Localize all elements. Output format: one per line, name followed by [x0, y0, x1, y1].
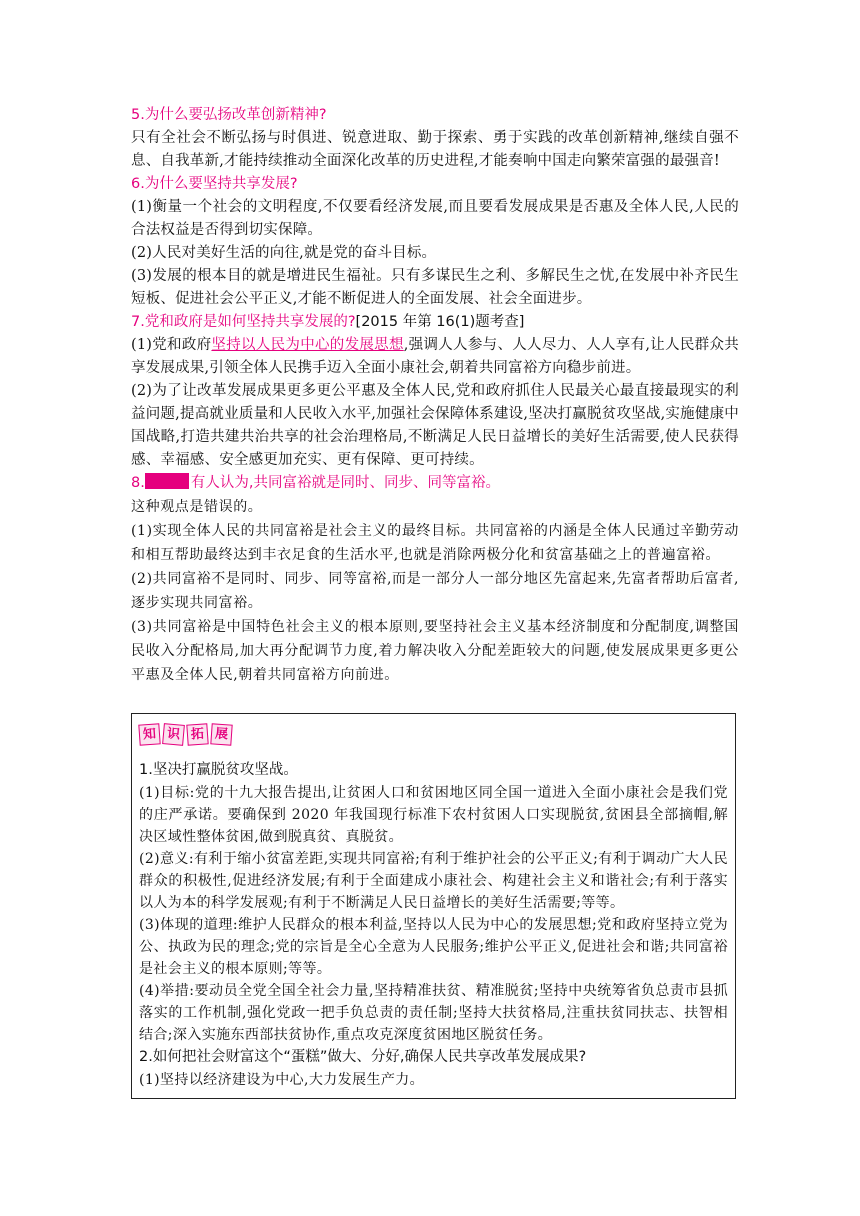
- q7-title: 7.党和政府是如何坚持共享发展的?[2015 年第 16(1)题考查]: [131, 314, 525, 330]
- q6-title: 6.为什么要坚持共享发展?: [131, 176, 298, 192]
- q5-title: 5.为什么要弘扬改革创新精神?: [131, 107, 327, 123]
- tag-shi: 识: [162, 723, 185, 746]
- q8-answer-2: (2)共同富裕不是同时、同步、同等富裕,而是一部分人一部分地区先富起来,先富者帮助后富者,逐步实现共同富裕。: [131, 571, 739, 611]
- q7-answer-2: (2)为了让改革发展成果更多更公平惠及全体人民,党和政府抓住人民最关心最直接最现实的利益问题,提高就业质量和人民收入水平,加强社会保障体系建设,坚决打赢脱贫攻坚战,实施健康中国战略,打造共建共治共享的社会治理格局,不断满足人民日益增长的美好生活需要,使人民获得感、幸福感、安全感更加充实、更有保障、更可持续。: [131, 383, 739, 468]
- box-topic-1: 1.坚决打赢脱贫攻坚战。: [139, 762, 298, 778]
- tag-tuo: 拓: [186, 723, 208, 745]
- q8-title: 8. 有人认为,共同富裕就是同时、同步、同等富裕。: [131, 475, 500, 491]
- redaction-block: [145, 473, 189, 489]
- content: [131, 104, 739, 687]
- q7-source: [2015 年第 16(1)题考查]: [355, 314, 525, 330]
- tag-zhan: 展: [210, 723, 232, 745]
- q8-answer-0: 这种观点是错误的。: [131, 499, 263, 515]
- tag-zhi: 知: [138, 723, 160, 745]
- box-item-5: (1)坚持以经济建设为中心,大力发展生产力。: [139, 1072, 425, 1088]
- q8-answer-3: (3)共同富裕是中国特色社会主义的根本原则,要坚持社会主义基本经济制度和分配制度,调整国民收入分配格局,加大再分配调节力度,着力解决收入分配差距较大的问题,使发展成果更多更公平惠及全体人民,朝着共同富裕方向前进。: [131, 619, 739, 683]
- box-item-4: (4)举措:要动员全党全国全社会力量,坚持精准扶贫、精准脱贫;坚持中央统筹省负总责市县抓落实的工作机制,强化党政一把手负总责的责任制;坚持大扶贫格局,注重扶贫同扶志、扶智相结合;深入实施东西部扶贫协作,重点攻克深度贫困地区脱贫任务。: [139, 983, 728, 1043]
- q6-answer-2: (2)人民对美好生活的向往,就是党的奋斗目标。: [131, 245, 437, 261]
- knowledge-expansion-box: [131, 713, 736, 1099]
- box-topic-2: 2.如何把社会财富这个“蛋糕”做大、分好,确保人民共享改革发展成果?: [139, 1049, 587, 1065]
- q6-answer-3: (3)发展的根本目的就是增进民生福祉。只有多谋民生之利、多解民生之忧,在发展中补齐民生短板、促进社会公平正义,才能不断促进人的全面发展、社会全面进步。: [131, 268, 739, 307]
- box-item-2: (2)意义:有利于缩小贫富差距,实现共同富裕;有利于维护社会的公平正义;有利于调动广大人民群众的积极性,促进经济发展;有利于全面建成小康社会、构建社会主义和谐社会;有利于落实以人为本的科学发展观;有利于不断满足人民日益增长的美好生活需要;等等。: [139, 851, 728, 911]
- box-item-1: (1)目标:党的十九大报告提出,让贫困人口和贫困地区同全国一道进入全面小康社会是我们党的庄严承诺。要确保到 2020 年我国现行标准下农村贫困人口实现脱贫,贫困县全部摘帽,解决区域性整体贫困,做到脱真贫、真脱贫。: [139, 785, 728, 845]
- knowledge-tags: [139, 724, 728, 745]
- q7-highlight: 坚持以人民为中心的发展思想: [211, 337, 404, 353]
- q8-answer-1: (1)实现全体人民的共同富裕是社会主义的最终目标。共同富裕的内涵是全体人民通过辛勤劳动和相互帮助最终达到丰衣足食的生活水平,也就是消除两极分化和贫富基础之上的普遍富裕。: [131, 523, 739, 563]
- q7-answer-1: (1)党和政府坚持以人民为中心的发展思想,强调人人参与、人人尽力、人人享有,让人民群众共享发展成果,引领全体人民携手迈入全面小康社会,朝着共同富裕方向稳步前进。: [131, 337, 739, 376]
- box-item-3: (3)体现的道理:维护人民群众的根本利益,坚持以人民为中心的发展思想;党和政府坚持立党为公、执政为民的理念;党的宗旨是全心全意为人民服务;维护公平正义,促进社会和谐;共同富裕是社会主义的根本原则;等等。: [139, 917, 728, 977]
- q5-answer: 只有全社会不断弘扬与时俱进、锐意进取、勤于探索、勇于实践的改革创新精神,继续自强不息、自我革新,才能持续推动全面深化改革的历史进程,才能奏响中国走向繁荣富强的最强音!: [131, 130, 739, 169]
- q6-answer-1: (1)衡量一个社会的文明程度,不仅要看经济发展,而且要看发展成果是否惠及全体人民,人民的合法权益是否得到切实保障。: [131, 199, 739, 238]
